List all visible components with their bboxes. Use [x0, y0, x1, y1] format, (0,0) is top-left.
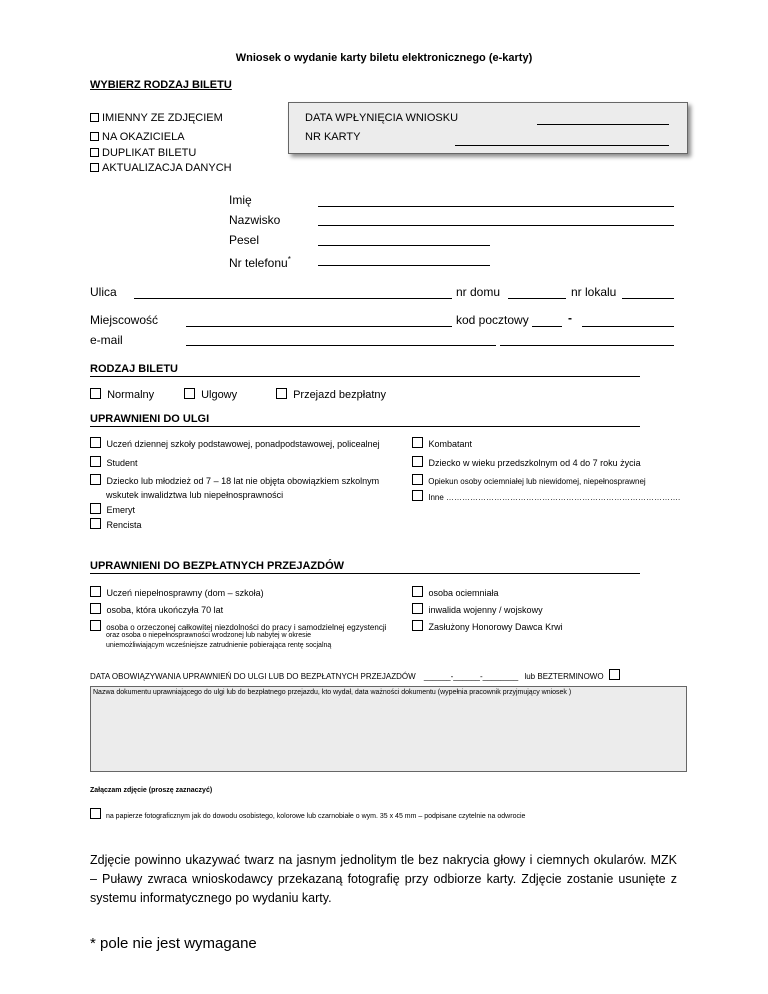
discount-option-uczen[interactable]: Uczeń dziennej szkoły podstawowej, ponadpodstawowej, policealnej	[90, 437, 380, 449]
checkbox-icon[interactable]	[412, 490, 423, 501]
house-no-label: nr domu	[456, 285, 501, 299]
free-option-niezdolnosc-cont1: oraz osoba o niepełnosprawności wrodzonej lub nabytej w okresie	[106, 632, 312, 639]
first-name-label: Imię	[229, 193, 252, 207]
option-bezplatny[interactable]: Przejazd bezpłatny	[276, 388, 386, 401]
free-option-inwalida[interactable]: inwalida wojenny / wojskowy	[412, 603, 543, 615]
photo-note-paragraph: Zdjęcie powinno ukazywać twarz na jasnym jednolitym tle bez nakrycia głowy i ciemnych okularów. MZK – Puławy zwraca wnioskodawcy przekazaną fotografię przy odbiorze karty. Zdjęcie zostanie usunięte z systemu informatycznego po wydaniu karty.	[90, 853, 677, 905]
document-info-label: Nazwa dokumentu uprawniającego do ulgi lub do bezpłatnego przejazdu, kto wydał, data ważności dokumentu (wypełnia pracownik przyjmujący wniosek )	[93, 689, 572, 696]
section-heading-discount: UPRAWNIENI DO ULGI	[90, 413, 210, 425]
checkbox-icon[interactable]	[412, 456, 423, 467]
checkbox-icon[interactable]	[90, 503, 101, 514]
street-input-line[interactable]	[134, 298, 452, 299]
email-label: e-mail	[90, 333, 123, 347]
option-imienny[interactable]: IMIENNY ZE ZDJĘCIEM	[90, 112, 223, 124]
checkbox-icon[interactable]	[90, 388, 101, 399]
free-option-niezdolnosc[interactable]: osoba o orzeczonej całkowitej niezdolności do pracy i samodzielnej egzystencji	[90, 620, 386, 632]
checkbox-icon[interactable]	[90, 586, 101, 597]
checkbox-icon[interactable]	[90, 437, 101, 448]
option-duplikat[interactable]: DUPLIKAT BILETU	[90, 147, 196, 159]
postal-code-input-1[interactable]	[532, 326, 562, 327]
flat-no-label: nr lokalu	[571, 285, 617, 299]
section-heading-ticket-type: WYBIERZ RODZAJ BILETU	[90, 79, 232, 91]
received-date-line	[537, 124, 669, 125]
required-mark: *	[287, 255, 291, 264]
discount-option-inne[interactable]: Inne …………………………………………………………………………….	[412, 490, 680, 502]
office-use-box	[288, 102, 688, 154]
first-name-input-line[interactable]	[318, 206, 674, 207]
city-label: Miejscowość	[90, 313, 159, 327]
free-option-ociemniala[interactable]: osoba ociemniała	[412, 586, 499, 598]
page-title: Wniosek o wydanie karty biletu elektronicznego (e-karty)	[235, 52, 533, 64]
checkbox-icon[interactable]	[90, 113, 99, 122]
checkbox-icon[interactable]	[412, 437, 423, 448]
section-underline	[90, 376, 640, 377]
postal-dash: -	[568, 311, 572, 325]
validity-indefinite-label: lub BEZTERMINOWO	[524, 672, 604, 681]
checkbox-icon[interactable]	[90, 620, 101, 631]
option-aktualizacja[interactable]: AKTUALIZACJA DANYCH	[90, 162, 232, 174]
checkbox-icon[interactable]	[90, 456, 101, 467]
option-okaziciela[interactable]: NA OKAZICIELA	[90, 131, 185, 143]
email-input-line-2[interactable]	[500, 345, 674, 346]
checkbox-icon[interactable]	[412, 603, 423, 614]
checkbox-icon[interactable]	[90, 148, 99, 157]
checkbox-icon[interactable]	[412, 474, 423, 485]
free-option-uczen[interactable]: Uczeń niepełnosprawny (dom – szkoła)	[90, 586, 264, 598]
checkbox-icon[interactable]	[609, 669, 620, 680]
checkbox-icon[interactable]	[90, 474, 101, 485]
document-info-box[interactable]	[90, 686, 687, 772]
card-number-line	[455, 145, 669, 146]
discount-option-przedszkolne[interactable]: Dziecko w wieku przedszkolnym od 4 do 7 roku życia	[412, 456, 641, 468]
section-underline	[90, 426, 640, 427]
section-underline	[90, 573, 640, 574]
last-name-label: Nazwisko	[229, 213, 281, 227]
pesel-label: Pesel	[229, 233, 260, 247]
pesel-input-line[interactable]	[318, 245, 490, 246]
checkbox-icon[interactable]	[90, 132, 99, 141]
checkbox-icon[interactable]	[412, 620, 423, 631]
discount-option-dziecko-cont: wskutek inwalidztwa lub niepełnosprawności	[106, 490, 284, 500]
free-option-niezdolnosc-cont2: uniemożliwiającym wcześniejsze zatrudnienie pobierająca rentę socjalną	[106, 642, 332, 649]
checkbox-icon[interactable]	[184, 388, 195, 399]
free-option-dawca[interactable]: Zasłużony Honorowy Dawca Krwi	[412, 620, 563, 632]
email-input-line-1[interactable]	[186, 345, 496, 346]
postal-code-input-2[interactable]	[582, 326, 674, 327]
checkbox-icon[interactable]	[276, 388, 287, 399]
postal-code-label: kod pocztowy	[456, 313, 529, 327]
checkbox-icon[interactable]	[90, 808, 101, 819]
phone-input-line[interactable]	[318, 265, 490, 266]
city-input-line[interactable]	[186, 326, 452, 327]
last-name-input-line[interactable]	[318, 225, 674, 226]
received-date-label: DATA WPŁYNIĘCIA WNIOSKU	[305, 112, 459, 124]
discount-option-dziecko[interactable]: Dziecko lub młodzież od 7 – 18 lat nie objęta obowiązkiem szkolnym	[90, 474, 379, 486]
card-number-label: NR KARTY	[305, 131, 361, 143]
footnote: * pole nie jest wymagane	[90, 935, 257, 952]
section-heading-ticket-kind: RODZAJ BILETU	[90, 363, 178, 375]
option-ulgowy[interactable]: Ulgowy	[184, 388, 237, 401]
validity-label: DATA OBOWIĄZYWANIA UPRAWNIEŃ DO ULGI LUB DO BEZPŁATNYCH PRZEJAZDÓW	[90, 672, 416, 681]
house-no-input-line[interactable]	[508, 298, 566, 299]
discount-option-emeryt[interactable]: Emeryt	[90, 503, 135, 515]
photo-option[interactable]: na papierze fotograficznym jak do dowodu osobistego, kolorowe lub czarnobiałe o wym. 35 x 45 mm – podpisane czytelnie na odwrocie	[90, 808, 525, 820]
checkbox-icon[interactable]	[412, 586, 423, 597]
discount-option-student[interactable]: Student	[90, 456, 138, 468]
option-normalny[interactable]: Normalny	[90, 388, 154, 401]
discount-option-rencista[interactable]: Rencista	[90, 518, 142, 530]
street-label: Ulica	[90, 285, 117, 299]
phone-label: Nr telefonu*	[229, 255, 291, 270]
free-option-70lat[interactable]: osoba, która ukończyła 70 lat	[90, 603, 223, 615]
validity-date-line[interactable]: ______-______-________	[423, 672, 519, 681]
checkbox-icon[interactable]	[90, 603, 101, 614]
validity-row	[90, 669, 623, 681]
discount-option-opiekun[interactable]: Opiekun osoby ociemniałej lub niewidomej, niepełnosprawnej	[412, 474, 646, 486]
photo-heading: Załączam zdjęcie (proszę zaznaczyć)	[90, 787, 213, 794]
checkbox-icon[interactable]	[90, 163, 99, 172]
flat-no-input-line[interactable]	[622, 298, 674, 299]
checkbox-icon[interactable]	[90, 518, 101, 529]
discount-option-kombatant[interactable]: Kombatant	[412, 437, 472, 449]
section-heading-free: UPRAWNIENI DO BEZPŁATNYCH PRZEJAZDÓW	[90, 560, 345, 572]
